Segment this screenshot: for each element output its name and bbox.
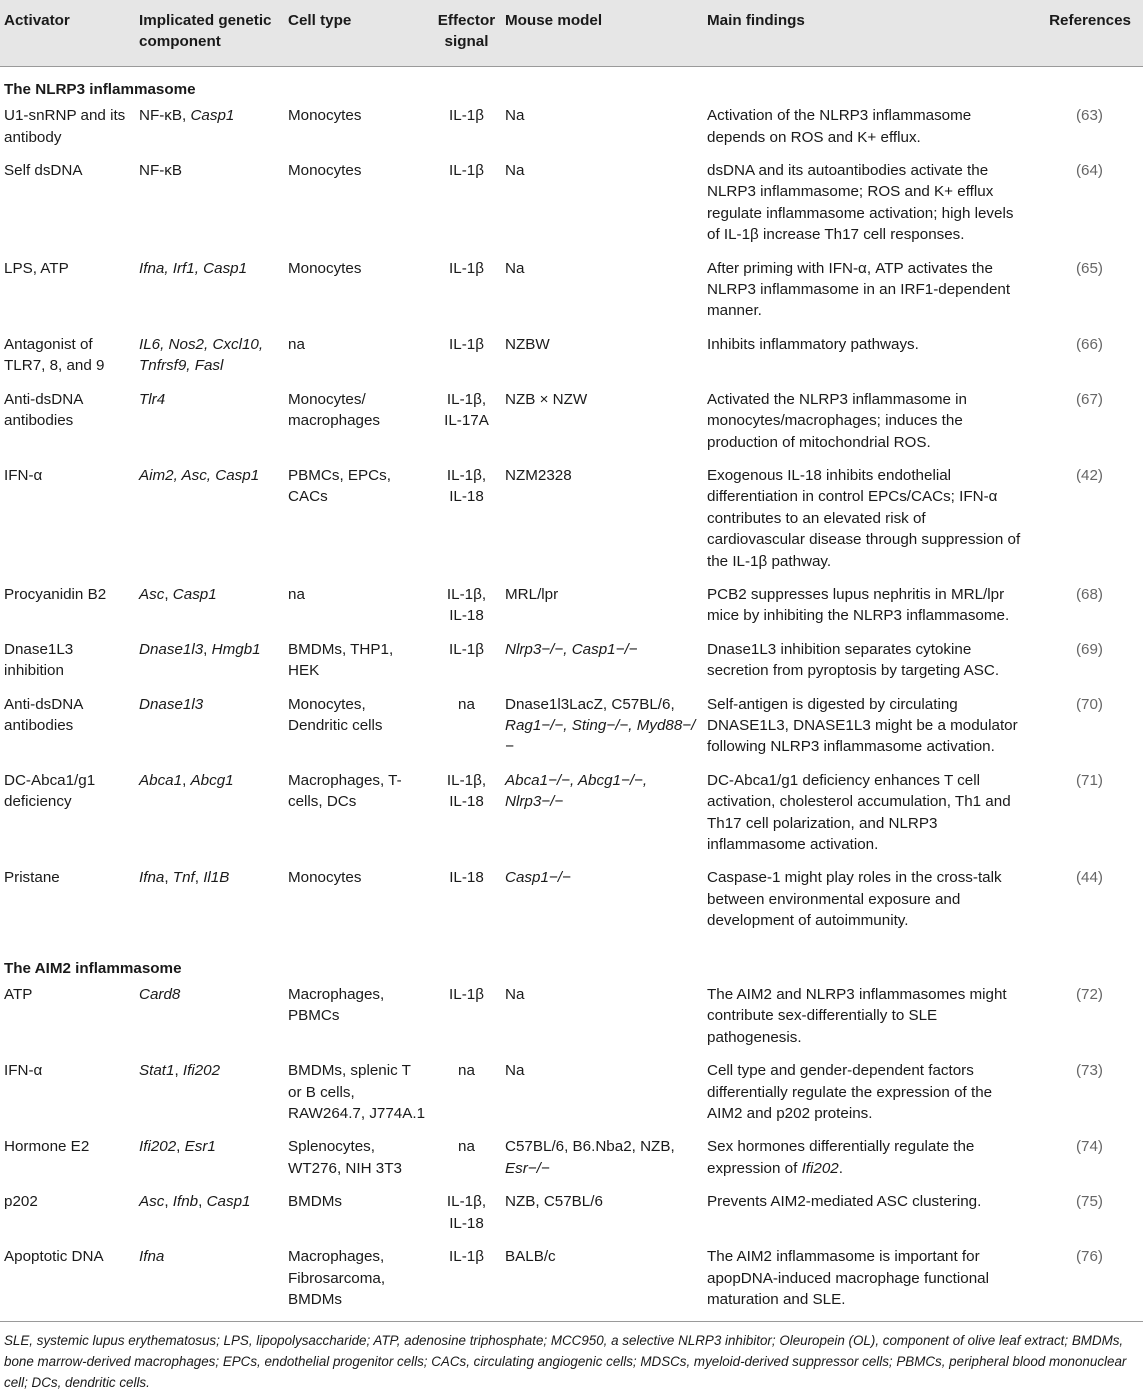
reference-link[interactable]: (71)	[1075, 771, 1103, 789]
cell-effector-signal: na	[458, 1062, 475, 1080]
reference-link[interactable]: (69)	[1075, 640, 1103, 658]
cell-genetic-component	[135, 768, 284, 866]
cell-text-run: Na	[505, 259, 525, 277]
reference-link[interactable]: (74)	[1075, 1138, 1103, 1156]
cell-text-run: Ifi202	[182, 1062, 221, 1080]
cell-text-run: ,	[164, 869, 173, 887]
cell-reference	[1029, 692, 1143, 768]
cell-reference	[1029, 637, 1143, 692]
cell-activator: IFN-α	[4, 466, 43, 484]
cell-effector-signal: na	[458, 1138, 475, 1156]
table-header	[0, 0, 1143, 66]
cell-text-run: ,	[176, 1138, 185, 1156]
cell-effector-signal: IL-1β	[449, 107, 484, 125]
cell-cell-type: BMDMs	[288, 1193, 342, 1211]
cell-main-findings: PCB2 suppresses lupus nephritis in MRL/lpr mice by inhibiting the NLRP3 inflammasome.	[707, 585, 1010, 625]
cell-effector-signal: na	[458, 695, 475, 713]
cell-text-run: Casp1	[206, 1193, 251, 1211]
cell-mouse-model	[501, 1244, 703, 1322]
cell-mouse-model	[501, 768, 703, 866]
cell-reference	[1029, 768, 1143, 866]
cell-main-findings: Caspase-1 might play roles in the cross-talk between environmental exposure and development of autoimmunity.	[707, 869, 1002, 930]
cell-cell-type: Macrophages, PBMCs	[288, 986, 385, 1025]
cell-effector-signal: IL-1β	[449, 986, 484, 1004]
table-row	[0, 158, 1143, 256]
cell-text-run: Abca1−/−, Abcg1−/−, Nlrp3−/−	[505, 771, 648, 811]
cell-cell-type: PBMCs, EPCs, CACs	[288, 466, 391, 506]
cell-reference	[1029, 1189, 1143, 1244]
table-row	[0, 768, 1143, 866]
cell-genetic-component	[135, 256, 284, 332]
table-row	[0, 1244, 1143, 1322]
cell-text-run: ,	[164, 585, 173, 603]
cell-cell-type: Macrophages, T-cells, DCs	[288, 771, 402, 811]
table-row	[0, 103, 1143, 158]
cell-text-run: Casp1	[190, 107, 235, 125]
cell-reference	[1029, 865, 1143, 941]
cell-genetic-component	[135, 1058, 284, 1134]
reference-link[interactable]: (67)	[1075, 390, 1103, 408]
cell-activator: Apoptotic DNA	[0, 1244, 135, 1322]
section-header-row	[0, 942, 1143, 982]
table-row	[0, 1058, 1143, 1134]
cell-text-run: Abca1	[139, 771, 183, 789]
cell-effector-signal: IL-1β	[449, 162, 484, 180]
cell-activator: IFN-α	[4, 1062, 43, 1080]
cell-text-run: Ifnb	[172, 1193, 199, 1211]
cell-reference	[1029, 1058, 1143, 1134]
cell-main-findings: Cell type and gender-dependent factors differentially regulate the expression of the AIM2 and p202 proteins.	[707, 1062, 993, 1123]
cell-text-run: Ifna	[139, 1248, 165, 1266]
header-cell-type: Cell type	[288, 12, 352, 29]
cell-main-findings: Activation of the NLRP3 inflammasome depends on ROS and K+ efflux.	[707, 107, 972, 146]
cell-genetic-component	[135, 865, 284, 941]
cell-text-run: Na	[505, 986, 525, 1004]
cell-genetic-component	[135, 1244, 284, 1322]
cell-text-run: Dnase1l3	[139, 640, 204, 658]
cell-cell-type: Splenocytes, WT276, NIH 3T3	[288, 1138, 402, 1177]
table-row	[0, 865, 1143, 941]
cell-text-run: Casp1	[172, 585, 217, 603]
cell-text-run: Sex hormones differentially regulate the expression of	[707, 1138, 975, 1177]
cell-activator: Anti-dsDNA antibodies	[4, 390, 83, 430]
cell-text-run: Dnase1l3LacZ, C57BL/6,	[505, 695, 675, 713]
cell-activator: DC-Abca1/g1 deficiency	[4, 771, 96, 811]
cell-genetic-component	[135, 982, 284, 1058]
cell-text-run: MRL/lpr	[505, 585, 559, 603]
cell-activator: Antagonist of TLR7, 8, and 9	[4, 335, 105, 375]
cell-cell-type: BMDMs, THP1, HEK	[288, 640, 394, 680]
cell-mouse-model	[501, 256, 703, 332]
cell-genetic-component	[135, 158, 284, 256]
cell-mouse-model	[501, 158, 703, 256]
reference-link[interactable]: (70)	[1075, 695, 1103, 713]
cell-text-run: Na	[505, 162, 525, 180]
table-row	[0, 387, 1143, 463]
reference-link[interactable]: (64)	[1075, 162, 1103, 180]
reference-link[interactable]: (73)	[1075, 1062, 1103, 1080]
cell-activator: Pristane	[4, 869, 60, 887]
cell-reference	[1029, 332, 1143, 387]
cell-cell-type: Monocytes, Dendritic cells	[288, 695, 383, 734]
cell-text-run: Na	[505, 107, 525, 125]
cell-reference	[1029, 387, 1143, 463]
cell-text-run: ,	[198, 1193, 207, 1211]
cell-text-run: Tlr4	[139, 390, 166, 408]
reference-link[interactable]: (42)	[1075, 466, 1103, 484]
cell-text-run: Esr−/−	[505, 1159, 550, 1177]
table-row	[0, 692, 1143, 768]
reference-link[interactable]: (72)	[1075, 986, 1103, 1004]
cell-activator: Self dsDNA	[4, 162, 83, 180]
cell-text-run: C57BL/6, B6.Nba2, NZB,	[505, 1138, 675, 1156]
cell-text-run: Ifna, Irf1, Casp1	[139, 259, 248, 277]
table-row	[0, 1134, 1143, 1189]
cell-text-run: Abcg1	[190, 771, 234, 789]
cell-cell-type: Monocytes/ macrophages	[288, 390, 381, 430]
header-references: References	[1049, 12, 1131, 29]
reference-link[interactable]: (66)	[1075, 335, 1103, 353]
cell-reference	[1029, 256, 1143, 332]
cell-mouse-model	[501, 1189, 703, 1244]
cell-text-run: Tnf	[172, 869, 195, 887]
cell-genetic-component	[135, 637, 284, 692]
cell-text-run: Asc	[139, 1193, 165, 1211]
cell-main-findings: dsDNA and its autoantibodies activate the NLRP3 inflammasome; ROS and K+ efflux regulate inflammasome activation; high levels of IL-1β increase Th17 cell responses.	[707, 162, 1014, 244]
cell-reference	[1029, 463, 1143, 582]
cell-main-findings: Exogenous IL-18 inhibits endothelial differentiation in control EPCs/CACs; IFN-α contributes to an elevated risk of cardiovascular disease through suppression of the IL-1β pathway.	[707, 466, 1021, 570]
cell-text-run: NZM2328	[505, 466, 572, 484]
cell-reference	[1029, 582, 1143, 637]
cell-text-run: Dnase1l3	[139, 695, 204, 713]
cell-reference	[1029, 982, 1143, 1058]
cell-text-run: Ifi202	[139, 1138, 177, 1156]
table-row	[0, 463, 1143, 582]
cell-cell-type: na	[288, 335, 305, 353]
table-row	[0, 582, 1143, 637]
cell-genetic-component	[135, 387, 284, 463]
cell-main-findings: DC-Abca1/g1 deficiency enhances T cell activation, cholesterol accumulation, Th1 and Th17 cell polarization, and NLRP3 inflammasome activation.	[707, 771, 1011, 853]
cell-text-run: ,	[203, 640, 212, 658]
cell-mouse-model	[501, 692, 703, 768]
cell-mouse-model	[501, 387, 703, 463]
cell-cell-type: Monocytes	[288, 162, 362, 180]
table-row	[0, 332, 1143, 387]
cell-activator: Dnase1L3 inhibition	[4, 640, 74, 680]
cell-activator: p202	[4, 1193, 38, 1211]
cell-genetic-component	[135, 1189, 284, 1244]
cell-text-run: Card8	[139, 986, 181, 1004]
reference-link[interactable]: (65)	[1075, 259, 1103, 277]
cell-text-run: ,	[174, 1062, 183, 1080]
cell-reference	[1029, 103, 1143, 158]
cell-mouse-model	[501, 982, 703, 1058]
cell-reference	[1029, 1134, 1143, 1189]
cell-main-findings: Activated the NLRP3 inflammasome in monocytes/macrophages; induces the production of mitochondrial ROS.	[707, 390, 967, 451]
cell-effector-signal: IL-1β, IL-18	[446, 771, 487, 811]
cell-activator: Procyanidin B2	[4, 585, 107, 603]
cell-text-run: Stat1	[139, 1062, 175, 1080]
cell-text-run: Aim2, Asc, Casp1	[139, 466, 260, 484]
cell-cell-type: na	[288, 585, 305, 603]
cell-text-run: ,	[164, 1193, 173, 1211]
cell-mouse-model	[501, 1134, 703, 1189]
cell-effector-signal: IL-1β	[432, 1244, 501, 1322]
cell-mouse-model	[501, 582, 703, 637]
cell-activator: Hormone E2	[4, 1138, 90, 1156]
cell-main-findings: Inhibits inflammatory pathways.	[707, 335, 919, 353]
cell-activator: LPS, ATP	[4, 259, 69, 277]
cell-cell-type: Monocytes	[288, 259, 362, 277]
cell-effector-signal: IL-1β, IL-18	[446, 466, 487, 506]
cell-cell-type: Monocytes	[288, 107, 362, 125]
cell-text-run: .	[838, 1159, 843, 1177]
cell-effector-signal: IL-1β	[449, 640, 484, 658]
reference-link[interactable]: (75)	[1075, 1193, 1103, 1211]
cell-text-run: Asc	[139, 585, 165, 603]
cell-genetic-component	[135, 1134, 284, 1189]
cell-genetic-component	[135, 692, 284, 768]
table-footnote: SLE, systemic lupus erythematosus; LPS, lipopolysaccharide; ATP, adenosine triphosphate; MCC950, a selective NLRP3 inhibitor; Oleuropein (OL), component of olive leaf extract; BMDMs, bone marrow-derived macrophages; EPCs, endothelial progenitor cells; CACs, circulating angiogenic cells; MDSCs, myeloid-derived suppressor cells; PBMCs, peripheral blood mononuclear cell; DCs, dendritic cells.	[4, 1333, 1127, 1390]
header-mouse-model: Mouse model	[505, 12, 603, 29]
cell-main-findings: The AIM2 and NLRP3 inflammasomes might contribute sex-differentially to SLE pathogenesis.	[707, 986, 1007, 1046]
cell-main-findings: After priming with IFN-α, ATP activates the NLRP3 inflammasome in an IRF1-dependent manner.	[707, 259, 1011, 320]
reference-link[interactable]: (44)	[1075, 869, 1103, 887]
cell-text-run: Hmgb1	[211, 640, 261, 658]
cell-mouse-model	[501, 865, 703, 941]
table-body	[0, 66, 1143, 1322]
cell-mouse-model	[501, 332, 703, 387]
cell-effector-signal: IL-1β, IL-18	[446, 585, 487, 625]
cell-activator: U1-snRNP and its antibody	[4, 107, 126, 146]
cell-text-run: Nlrp3−/−, Casp1−/−	[505, 640, 638, 658]
cell-text-run: ,	[182, 771, 191, 789]
cell-text-run: Ifi202	[801, 1159, 839, 1177]
cell-text-run: IL6, Nos2, Cxcl10, Tnfrsf9, Fasl	[139, 335, 264, 375]
header-activator: Activator	[4, 12, 70, 29]
cell-text-run: Casp1−/−	[505, 869, 571, 887]
section-title: The NLRP3 inflammasome	[0, 66, 1143, 103]
header-main-findings: Main findings	[707, 12, 805, 29]
reference-link[interactable]: (68)	[1075, 585, 1103, 603]
cell-genetic-component	[135, 463, 284, 582]
cell-main-findings: Prevents AIM2-mediated ASC clustering.	[707, 1193, 982, 1211]
cell-text-run: BALB/c	[505, 1248, 556, 1266]
header-genetic-component: Implicated genetic component	[139, 12, 272, 51]
cell-text-run: NF-κB	[139, 162, 183, 180]
cell-main-findings: The AIM2 inflammasome is important for apopDNA-induced macrophage functional maturation and SLE.	[703, 1244, 1029, 1322]
cell-reference	[1029, 1244, 1143, 1322]
cell-mouse-model	[501, 1058, 703, 1134]
header-effector-signal: Effector signal	[437, 12, 496, 51]
table-row	[0, 256, 1143, 332]
cell-effector-signal: IL-1β	[449, 335, 484, 353]
cell-cell-type: Macrophages, Fibrosarcoma, BMDMs	[284, 1244, 432, 1322]
cell-main-findings: Self-antigen is digested by circulating DNASE1L3, DNASE1L3 might be a modulator following NLRP3 inflammasome activation.	[707, 695, 1018, 756]
cell-main-findings: Dnase1L3 inhibition separates cytokine secretion from pyroptosis by targeting ASC.	[707, 640, 1000, 680]
cell-text-run: NF-κB,	[139, 107, 191, 125]
cell-text-run: NZB, C57BL/6	[505, 1193, 603, 1211]
reference-link[interactable]: (63)	[1075, 107, 1103, 125]
cell-activator: ATP	[4, 986, 33, 1004]
cell-mouse-model	[501, 463, 703, 582]
cell-activator: Anti-dsDNA antibodies	[4, 695, 83, 734]
cell-text-run: Il1B	[203, 869, 230, 887]
cell-effector-signal: IL-18	[449, 869, 484, 887]
header-row	[0, 0, 1143, 66]
cell-effector-signal: IL-1β, IL-18	[446, 1193, 487, 1232]
cell-text-run: NZBW	[505, 335, 550, 353]
cell-text-run: NZB × NZW	[505, 390, 588, 408]
table-row	[0, 637, 1143, 692]
cell-text-run: Na	[505, 1062, 525, 1080]
cell-cell-type: Monocytes	[288, 869, 362, 887]
cell-genetic-component	[135, 332, 284, 387]
cell-reference	[1029, 158, 1143, 256]
cell-mouse-model	[501, 103, 703, 158]
cell-text-run: Rag1−/−, Sting−/−, Myd88−/−	[505, 716, 696, 756]
cell-text-run: ,	[194, 869, 204, 887]
cell-genetic-component	[135, 103, 284, 158]
cell-cell-type: BMDMs, splenic T or B cells, RAW264.7, J774A.1	[288, 1062, 426, 1123]
section-header-row	[0, 66, 1143, 103]
section-title: The AIM2 inflammasome	[4, 959, 182, 977]
cell-genetic-component	[135, 582, 284, 637]
cell-effector-signal: IL-1β	[449, 259, 484, 277]
table-row	[0, 1189, 1143, 1244]
cell-main-findings	[703, 1134, 1029, 1189]
reference-link[interactable]: (76)	[1075, 1248, 1103, 1266]
cell-text-run: Esr1	[184, 1138, 216, 1156]
cell-mouse-model	[501, 637, 703, 692]
cell-effector-signal: IL-1β, IL-17A	[444, 390, 489, 430]
cell-text-run: Ifna	[139, 869, 165, 887]
table-row	[0, 982, 1143, 1058]
